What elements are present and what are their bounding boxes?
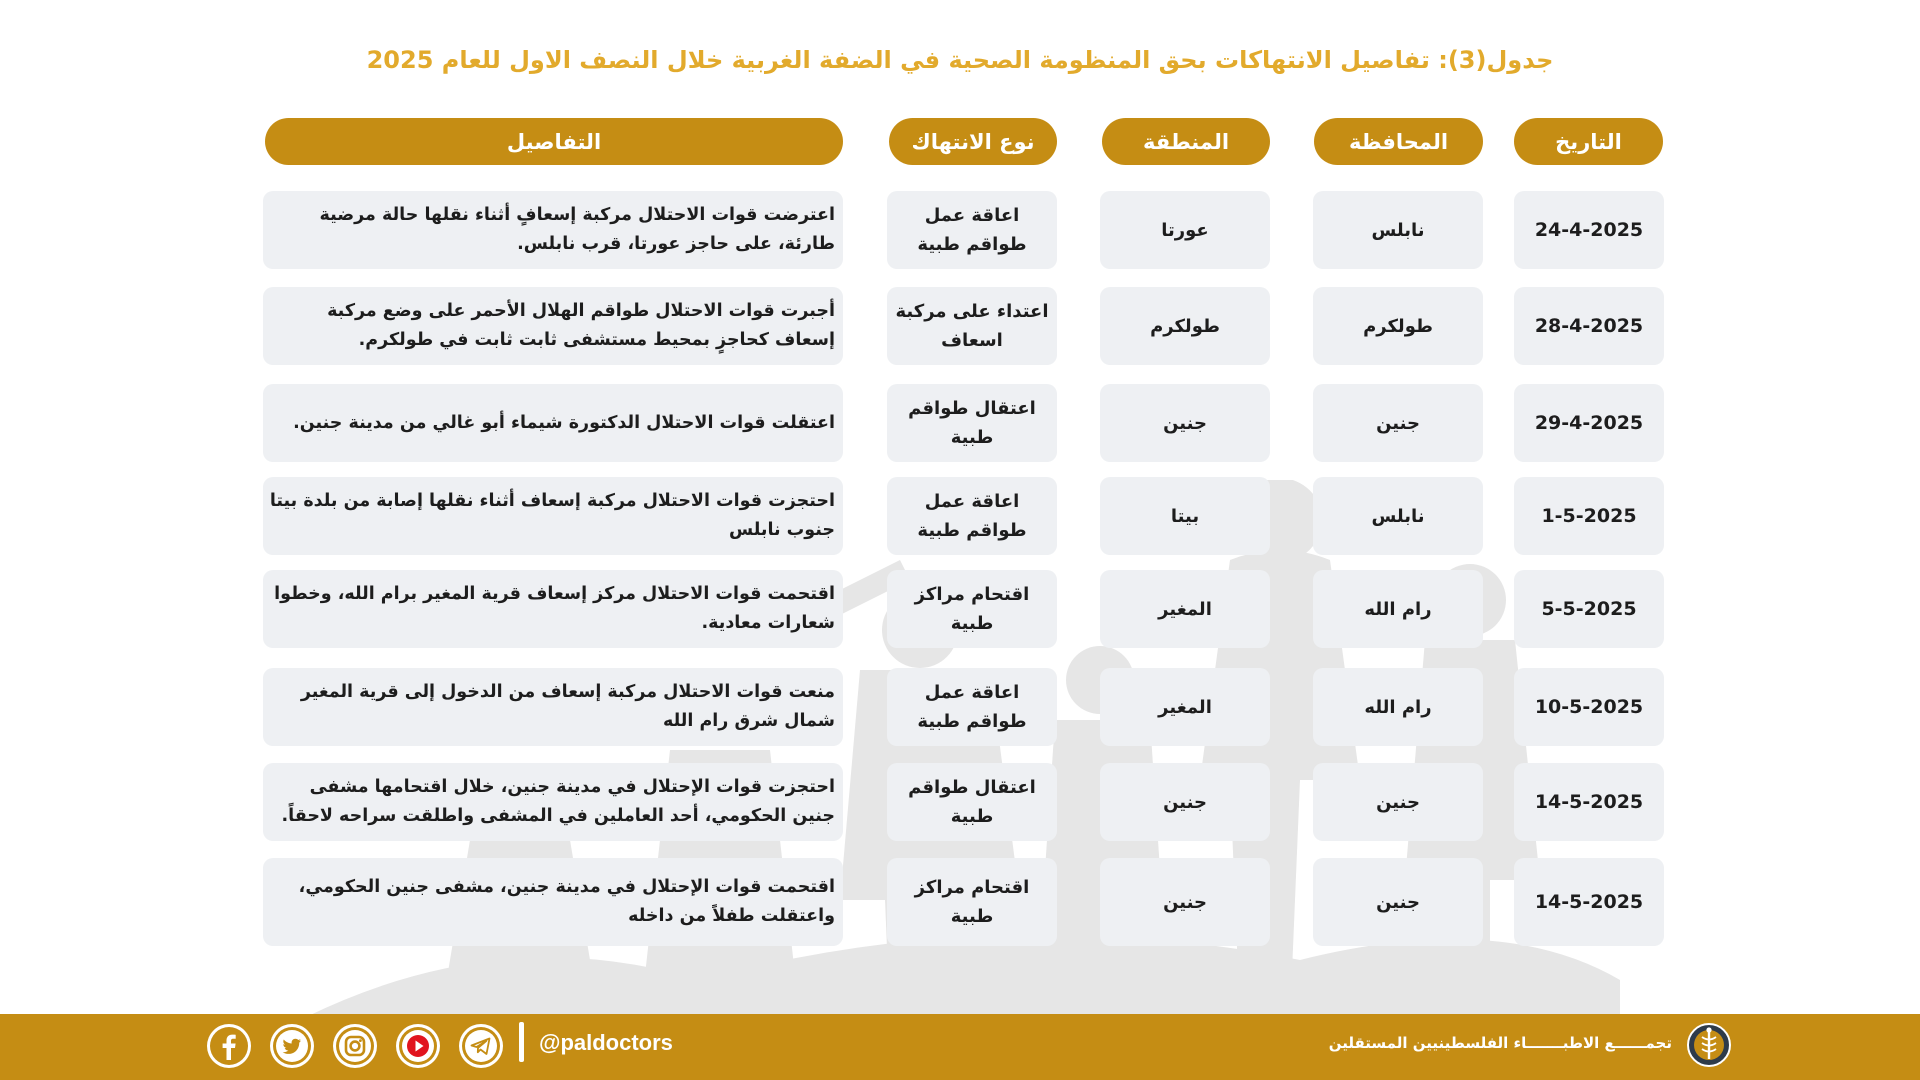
- table-row-8-details: اقتحمت قوات الإحتلال في مدينة جنين، مشفى جنين الحكومي، واعتقلت طفلاً من داخله: [263, 858, 843, 946]
- header-governorate: المحافظة: [1314, 118, 1483, 165]
- social-handle[interactable]: @paldoctors: [539, 1030, 673, 1055]
- table-row-1-date: 24-4-2025: [1514, 191, 1664, 269]
- table-row-6-governorate: رام الله: [1313, 668, 1483, 746]
- table-row-8-governorate: جنين: [1313, 858, 1483, 946]
- header-date: التاريخ: [1514, 118, 1663, 165]
- table-row-2-governorate: طولكرم: [1313, 287, 1483, 365]
- twitter-icon[interactable]: [270, 1024, 314, 1068]
- header-region: المنطقة: [1102, 118, 1270, 165]
- table-row-5-type: اقتحام مراكز طبية: [887, 570, 1057, 648]
- header-details: التفاصيل: [265, 118, 843, 165]
- table-row-3-details: اعتقلت قوات الاحتلال الدكتورة شيماء أبو غالي من مدينة جنين.: [263, 384, 843, 462]
- table-row-4-region: بيتا: [1100, 477, 1270, 555]
- table-row-5-governorate: رام الله: [1313, 570, 1483, 648]
- table-row-4-details: احتجزت قوات الاحتلال مركبة إسعاف أثناء نقلها إصابة من بلدة بيتا جنوب نابلس: [263, 477, 843, 555]
- table-row-1-details: اعترضت قوات الاحتلال مركبة إسعافٍ أثناء نقلها حالة مرضية طارئة، على حاجز عورتا، قرب نابلس.: [263, 191, 843, 269]
- table-row-6-date: 10-5-2025: [1514, 668, 1664, 746]
- table-row-6-type: اعاقة عمل طواقم طبية: [887, 668, 1057, 746]
- table-row-3-date: 29-4-2025: [1514, 384, 1664, 462]
- table-row-3-governorate: جنين: [1313, 384, 1483, 462]
- organization-name: تجمــــــع الاطبـــــــاء الفلسطينيين المستقلين: [1328, 1034, 1672, 1052]
- telegram-icon[interactable]: [459, 1024, 503, 1068]
- table-row-3-type: اعتقال طواقم طبية: [887, 384, 1057, 462]
- facebook-icon[interactable]: [207, 1024, 251, 1068]
- table-row-7-date: 14-5-2025: [1514, 763, 1664, 841]
- organization-logo: [1686, 1022, 1732, 1068]
- table-row-1-governorate: نابلس: [1313, 191, 1483, 269]
- table-row-2-date: 28-4-2025: [1514, 287, 1664, 365]
- footer-divider: [519, 1022, 524, 1062]
- table-row-3-region: جنين: [1100, 384, 1270, 462]
- table-row-7-governorate: جنين: [1313, 763, 1483, 841]
- table-row-1-type: اعاقة عمل طواقم طبية: [887, 191, 1057, 269]
- table-row-8-type: اقتحام مراكز طبية: [887, 858, 1057, 946]
- table-row-2-region: طولكرم: [1100, 287, 1270, 365]
- table-row-5-region: المغير: [1100, 570, 1270, 648]
- table-row-4-governorate: نابلس: [1313, 477, 1483, 555]
- instagram-icon[interactable]: [333, 1024, 377, 1068]
- table-row-6-region: المغير: [1100, 668, 1270, 746]
- table-row-2-type: اعتداء على مركبة اسعاف: [887, 287, 1057, 365]
- header-violation-type: نوع الانتهاك: [889, 118, 1057, 165]
- table-row-2-details: أجبرت قوات الاحتلال طواقم الهلال الأحمر على وضع مركبة إسعاف كحاجزٍ بمحيط مستشفى ثابت ثابت في طولكرم.: [263, 287, 843, 365]
- table-row-6-details: منعت قوات الاحتلال مركبة إسعاف من الدخول إلى قرية المغير شمال شرق رام الله: [263, 668, 843, 746]
- table-row-7-details: احتجزت قوات الإحتلال في مدينة جنين، خلال اقتحامها مشفى جنين الحكومي، أحد العاملين في المشفى واطلقت سراحه لاحقاً.: [263, 763, 843, 841]
- table-row-4-date: 1-5-2025: [1514, 477, 1664, 555]
- table-row-5-details: اقتحمت قوات الاحتلال مركز إسعاف قرية المغير برام الله، وخطوا شعارات معادية.: [263, 570, 843, 648]
- youtube-icon[interactable]: [396, 1024, 440, 1068]
- table-row-1-region: عورتا: [1100, 191, 1270, 269]
- table-row-8-date: 14-5-2025: [1514, 858, 1664, 946]
- table-row-5-date: 5-5-2025: [1514, 570, 1664, 648]
- table-row-8-region: جنين: [1100, 858, 1270, 946]
- table-row-4-type: اعاقة عمل طواقم طبية: [887, 477, 1057, 555]
- table-title: جدول(3): تفاصيل الانتهاكات بحق المنظومة الصحية في الضفة الغربية خلال النصف الاول للعام 2025: [366, 46, 1554, 74]
- table-row-7-type: اعتقال طواقم طبية: [887, 763, 1057, 841]
- table-row-7-region: جنين: [1100, 763, 1270, 841]
